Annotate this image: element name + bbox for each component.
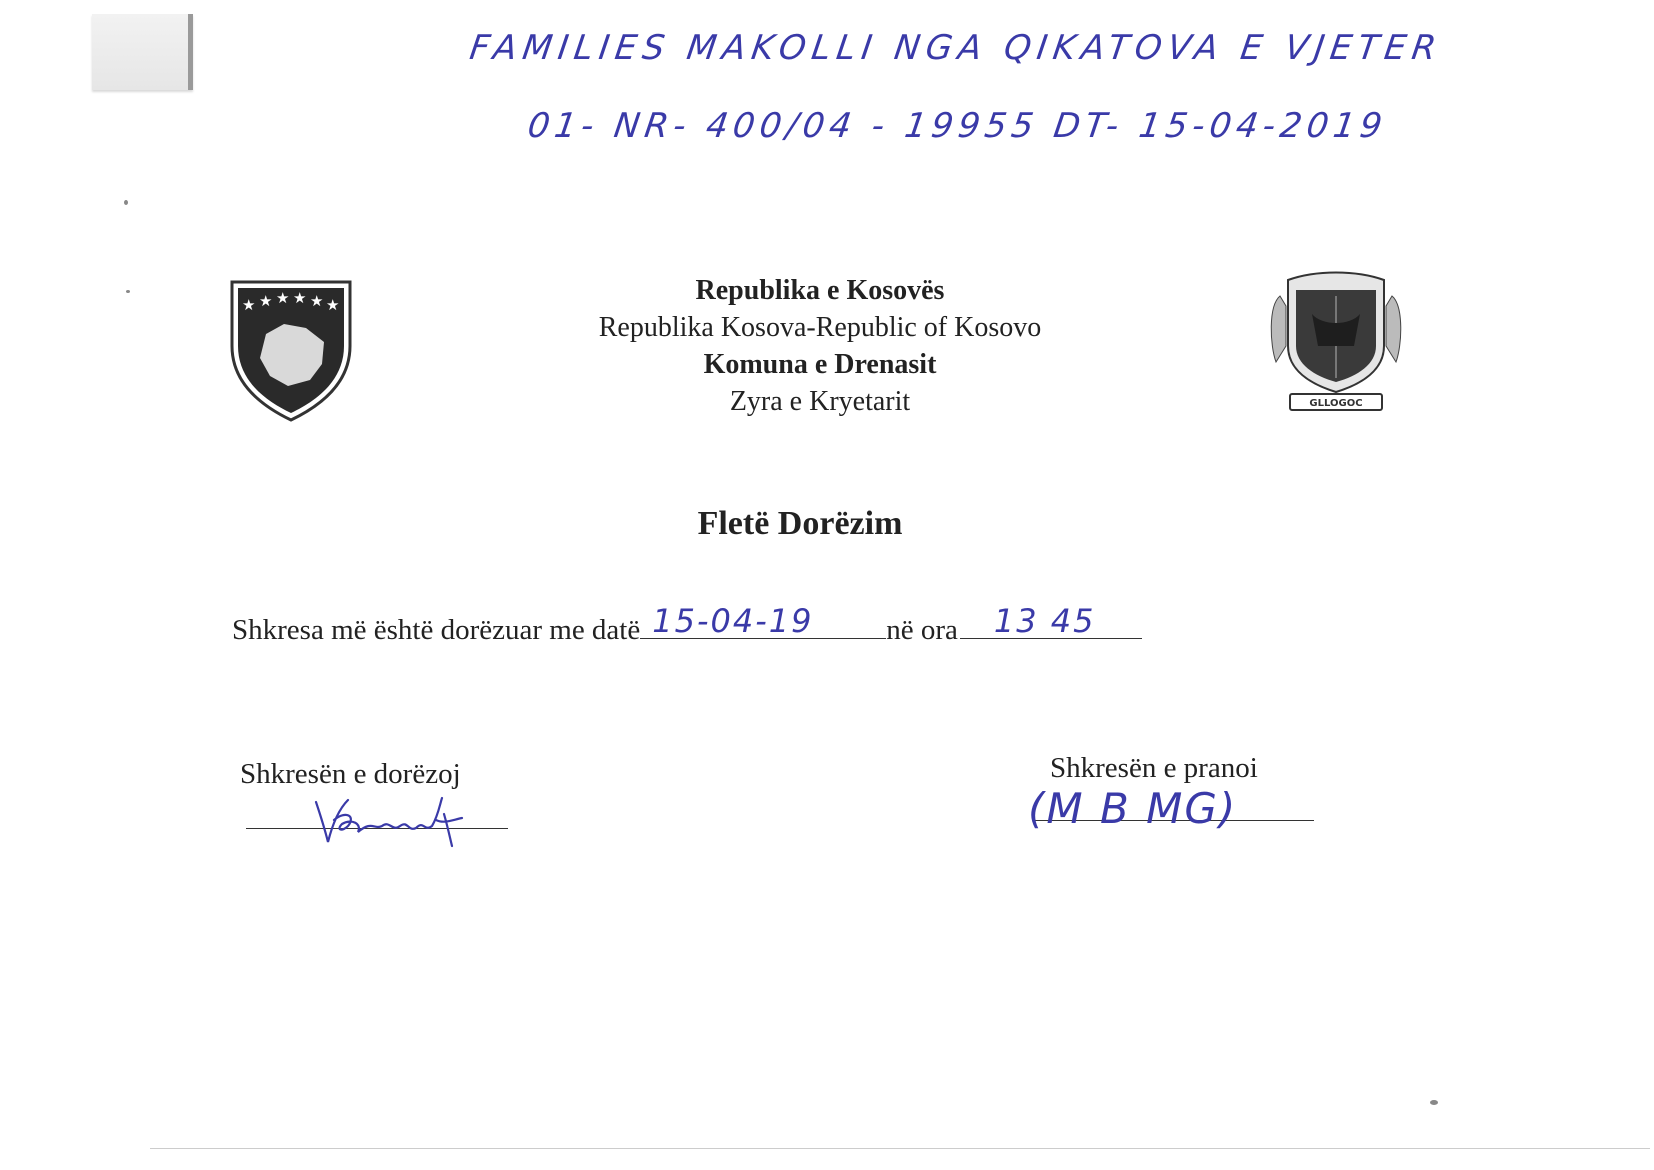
svg-text:★: ★	[242, 296, 256, 314]
header-municipality: Komuna e Drenasit	[703, 349, 937, 380]
delivery-date-label: Shkresa më është dorëzuar me datë	[232, 614, 641, 646]
svg-text:★: ★	[310, 292, 324, 310]
kosovo-emblem-icon	[226, 276, 356, 424]
receiver-label: Shkresën e pranoi	[1050, 752, 1258, 784]
svg-text:★: ★	[326, 296, 340, 314]
tape-artifact	[92, 14, 193, 90]
sender-label: Shkresën e dorëzoj	[240, 758, 461, 790]
svg-text:★: ★	[259, 292, 273, 310]
svg-text:★: ★	[276, 289, 290, 307]
scan-speck	[126, 290, 130, 293]
delivery-line	[232, 602, 1142, 647]
header-republic: Republika e Kosovës	[695, 275, 945, 306]
receiver-signature: (M B MG)	[1028, 784, 1238, 833]
delivery-date-field	[640, 602, 886, 640]
scan-speck	[124, 200, 128, 205]
delivery-date-value: 15-04-19	[652, 602, 814, 640]
page-edge	[150, 1148, 1650, 1149]
header-republic-translations: Republika Kosova-Republic of Kosovo	[598, 312, 1042, 343]
delivery-time-label: në ora	[886, 614, 958, 646]
handwritten-note-line1: FAMILIES MAKOLLI NGA QIKATOVA E VJETER	[467, 28, 1445, 68]
page-title: Fletë Dorëzim	[697, 505, 903, 542]
delivery-time-value: 13 45	[993, 602, 1096, 640]
header-office: Zyra e Kryetarit	[729, 386, 911, 417]
scan-speck	[1430, 1100, 1438, 1105]
delivery-time-field	[960, 602, 1142, 640]
municipality-emblem-icon	[1266, 266, 1406, 416]
handwritten-note-line2: 01- NR- 400/04 - 19955 DT- 15-04-2019	[525, 106, 1390, 146]
sender-signature-icon	[312, 790, 482, 850]
document-header	[430, 272, 1210, 420]
emblem-caption: GLLOGOC	[1309, 398, 1363, 409]
svg-text:★: ★	[293, 289, 307, 307]
